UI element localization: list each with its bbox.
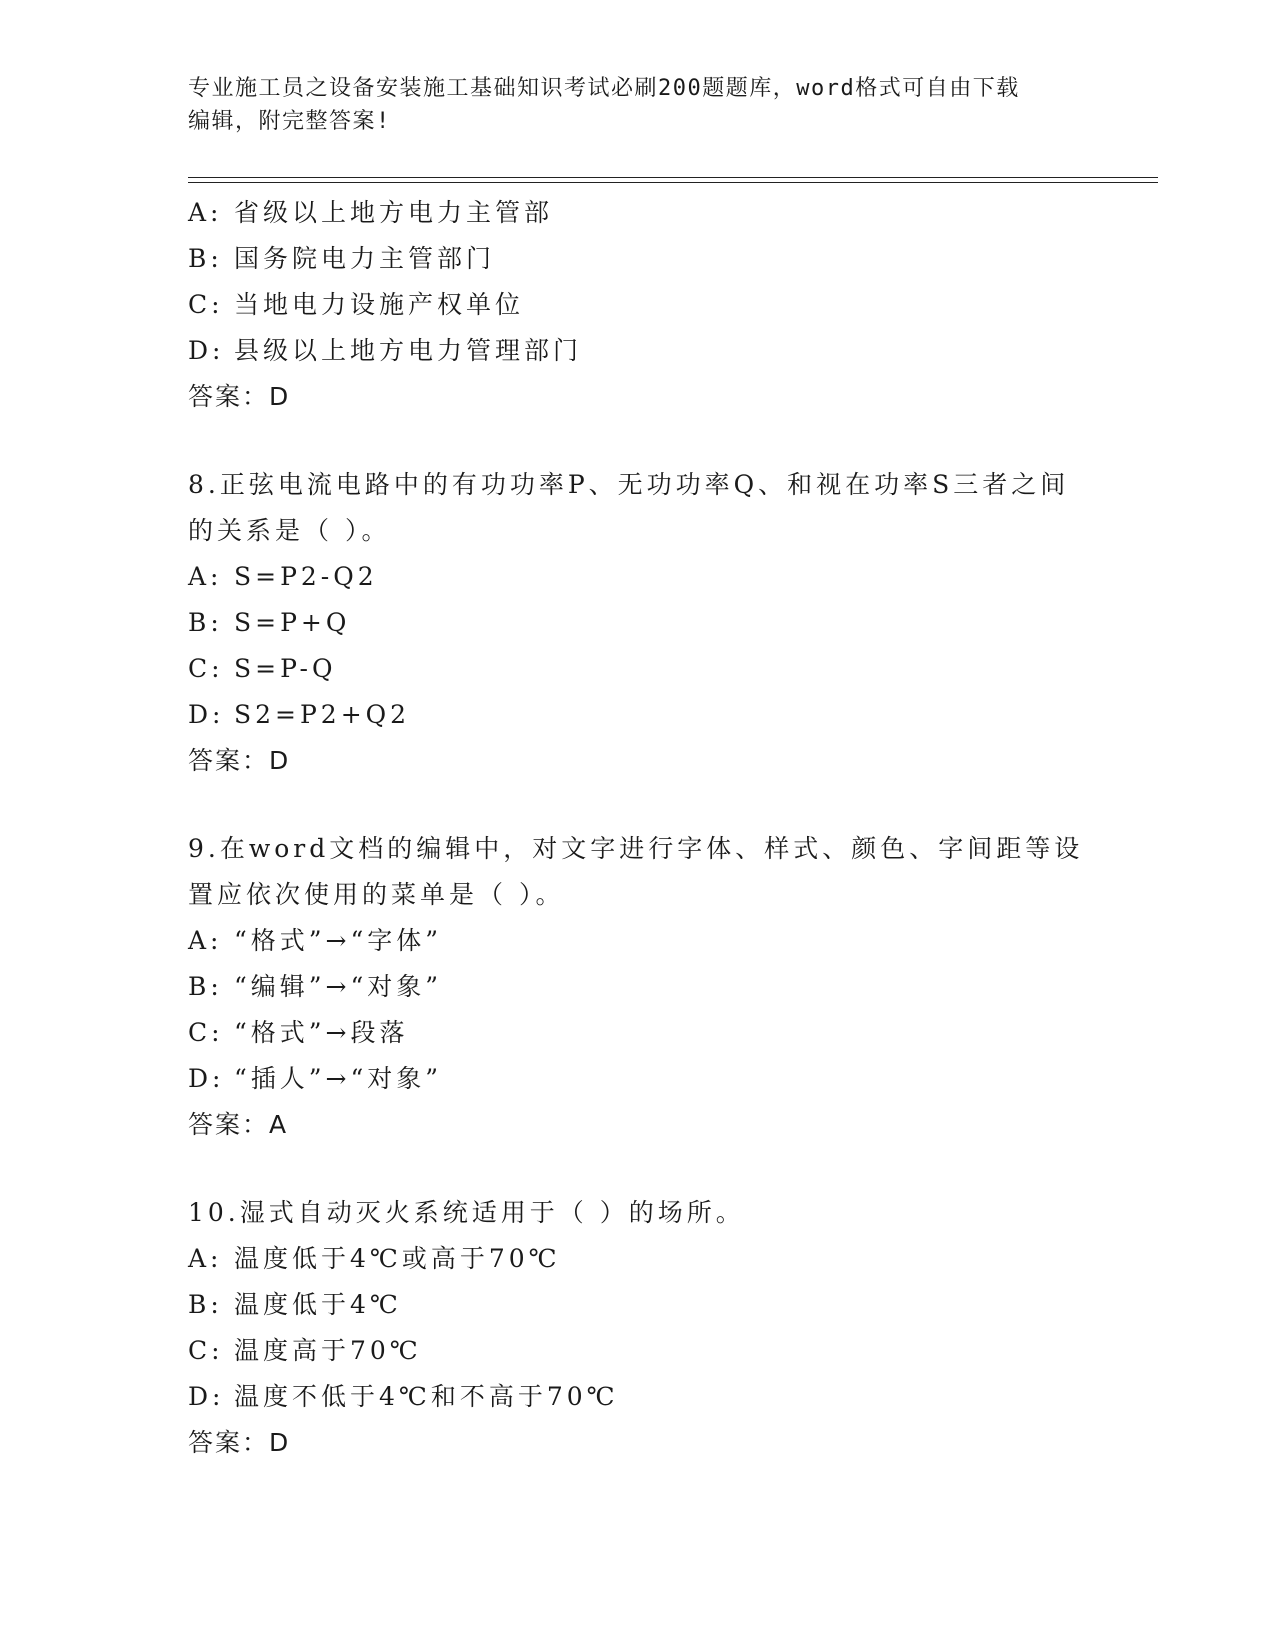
option-d: D: 温度不低于4℃和不高于70℃ xyxy=(188,1382,619,1411)
option-d: D: S2=P2+Q2 xyxy=(188,700,411,729)
option-a: A: 省级以上地方电力主管部 xyxy=(188,198,554,227)
option-b: B: 国务院电力主管部门 xyxy=(188,244,496,273)
option-c: C: “格式”→段落 xyxy=(188,1018,409,1047)
question-text: 10.湿式自动灭火系统适用于（ ）的场所。 xyxy=(188,1198,745,1227)
answer-line: 答案：D xyxy=(188,1428,291,1457)
option-b: B: 温度低于4℃ xyxy=(188,1290,402,1319)
document-header xyxy=(188,72,1088,138)
header-rule-bottom xyxy=(188,182,1158,183)
header-line-2: 编辑，附完整答案! xyxy=(188,109,391,134)
option-c: C: 当地电力设施产权单位 xyxy=(188,290,525,319)
option-c: C: S=P-Q xyxy=(188,654,337,683)
option-c: C: 温度高于70℃ xyxy=(188,1336,422,1365)
option-d: D: “插人”→“对象” xyxy=(188,1064,443,1093)
answer-line: 答案：D xyxy=(188,382,291,411)
question-block-9 xyxy=(188,826,1088,1148)
document-body xyxy=(188,190,1088,1466)
question-block-prev xyxy=(188,190,1088,420)
option-a: A: “格式”→“字体” xyxy=(188,926,443,955)
option-d: D: 县级以上地方电力管理部门 xyxy=(188,336,583,365)
option-b: B: “编辑”→“对象” xyxy=(188,972,443,1001)
question-text: 8.正弦电流电路中的有功功率P、无功功率Q、和视在功率S三者之间 xyxy=(188,470,1070,499)
question-text-cont: 置应依次使用的菜单是（ ）。 xyxy=(188,880,565,909)
option-a: A: S=P2-Q2 xyxy=(188,562,378,591)
option-b: B: S=P+Q xyxy=(188,608,351,637)
answer-line: 答案：A xyxy=(188,1110,289,1139)
option-a: A: 温度低于4℃或高于70℃ xyxy=(188,1244,561,1273)
question-block-8 xyxy=(188,462,1088,784)
question-text: 9.在word文档的编辑中，对文字进行字体、样式、颜色、字间距等设 xyxy=(188,834,1084,863)
header-line-1: 专业施工员之设备安装施工基础知识考试必刷200题题库，word格式可自由下载 xyxy=(188,76,1020,101)
header-rule-top xyxy=(188,177,1158,178)
question-block-10 xyxy=(188,1190,1088,1466)
answer-line: 答案：D xyxy=(188,746,291,775)
question-text-cont: 的关系是（ ）。 xyxy=(188,516,391,545)
